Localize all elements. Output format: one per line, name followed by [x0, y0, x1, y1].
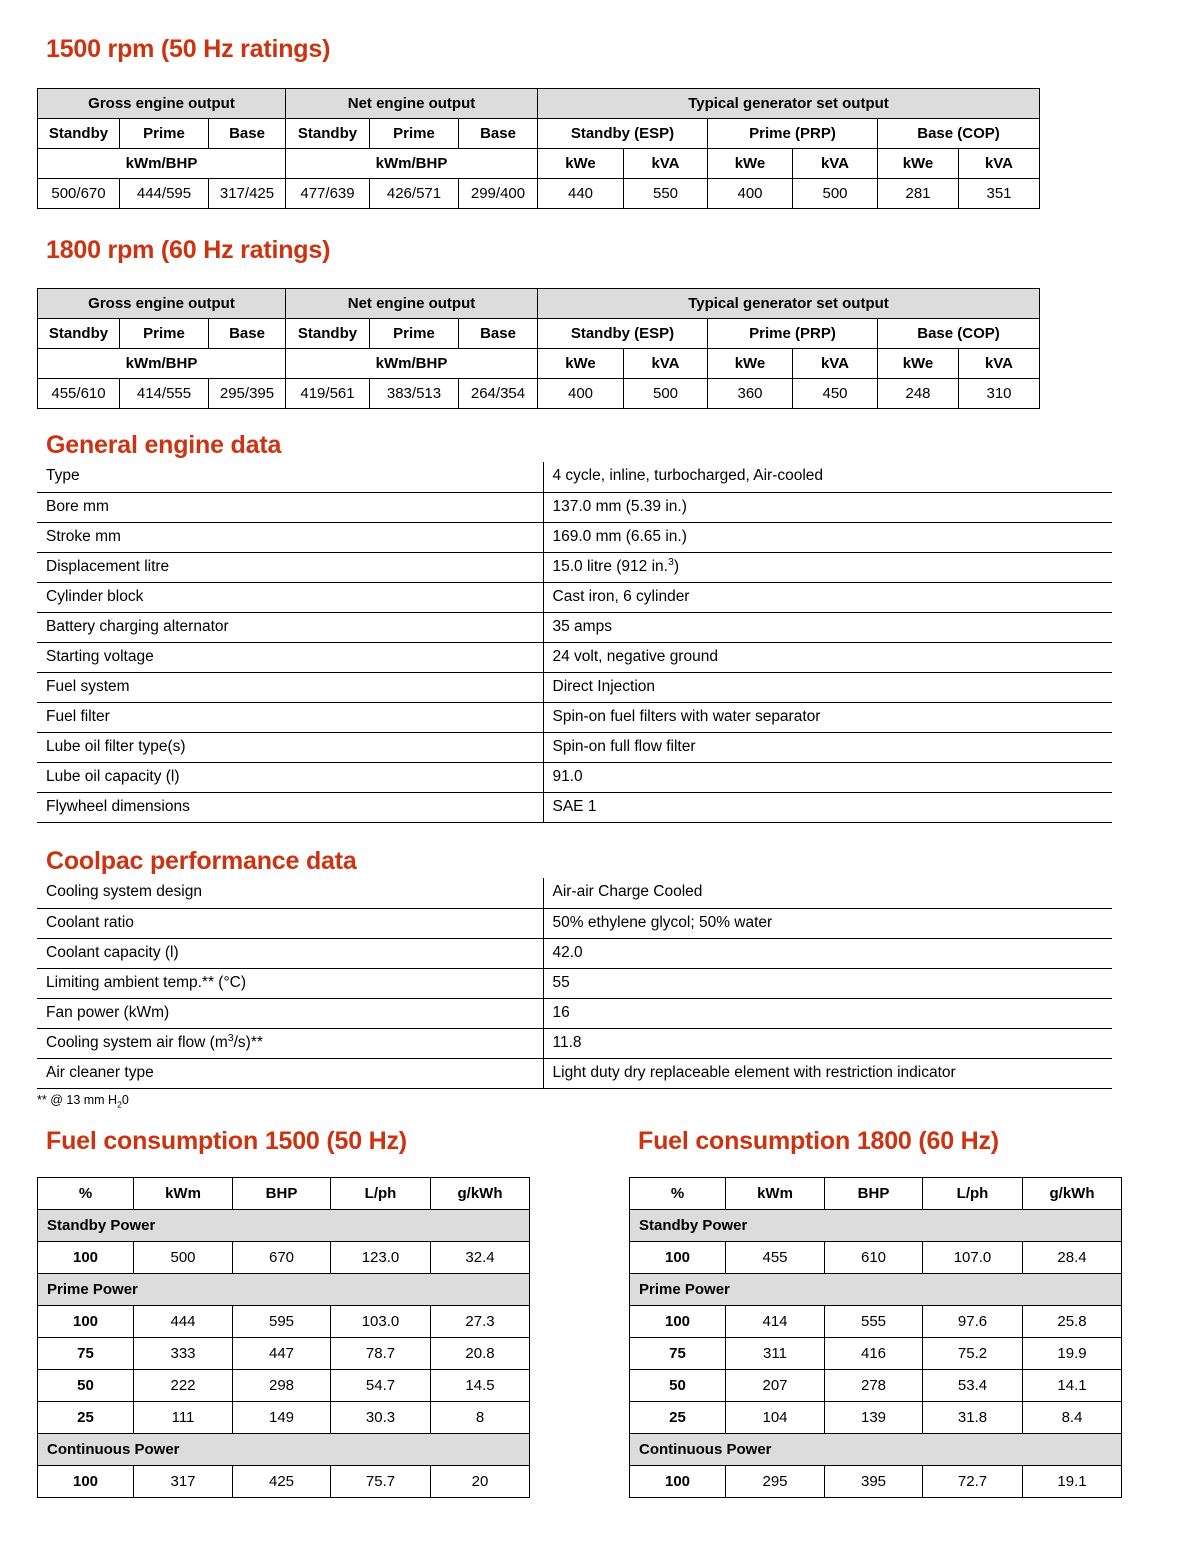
section-heading-1500rpm — [46, 36, 330, 64]
value-cell: 500 — [134, 1242, 233, 1274]
col-header: Standby (ESP) — [538, 119, 708, 149]
table-row — [37, 612, 1112, 642]
general-engine-data-table — [37, 462, 1112, 823]
col-header: Base — [459, 119, 538, 149]
value-cell: 555 — [825, 1306, 923, 1338]
spec-value: 16 — [543, 998, 1112, 1028]
value-cell: 27.3 — [431, 1306, 530, 1338]
pct-cell: 25 — [630, 1402, 726, 1434]
spec-value: 169.0 mm (6.65 in.) — [543, 522, 1112, 552]
col-header: L/ph — [923, 1178, 1023, 1210]
spec-value: 42.0 — [543, 938, 1112, 968]
spec-value: 50% ethylene glycol; 50% water — [543, 908, 1112, 938]
value-cell: 444/595 — [120, 179, 209, 209]
value-cell: 78.7 — [331, 1338, 431, 1370]
value-cell: 14.1 — [1023, 1370, 1122, 1402]
table-row — [38, 1306, 530, 1338]
group-header-net: Net engine output — [286, 289, 538, 319]
spec-key: Displacement litre — [37, 552, 543, 582]
value-cell: 670 — [233, 1242, 331, 1274]
coolpac-performance-table — [37, 878, 1112, 1089]
value-cell: 28.4 — [1023, 1242, 1122, 1274]
group-header-net: Net engine output — [286, 89, 538, 119]
heading-1800rpm-text: 1800 rpm (60 Hz ratings) — [46, 236, 331, 264]
col-header: Standby — [38, 119, 120, 149]
table-row — [37, 462, 1112, 492]
spec-key: Flywheel dimensions — [37, 792, 543, 822]
table-row — [38, 1242, 530, 1274]
pct-cell: 75 — [38, 1338, 134, 1370]
col-header: kWm — [134, 1178, 233, 1210]
col-header: g/kWh — [1023, 1178, 1122, 1210]
pct-cell: 50 — [38, 1370, 134, 1402]
pct-cell: 100 — [630, 1306, 726, 1338]
table-row — [630, 1210, 1122, 1242]
group-header-genset: Typical generator set output — [538, 289, 1040, 319]
section-heading-1800rpm — [46, 237, 330, 265]
table-row — [630, 1434, 1122, 1466]
table-row — [37, 878, 1112, 908]
fuel-consumption-table-1500 — [37, 1177, 530, 1498]
spec-key: Starting voltage — [37, 642, 543, 672]
section-heading-coolpac — [46, 848, 357, 876]
spec-key: Air cleaner type — [37, 1058, 543, 1088]
table-row — [37, 552, 1112, 582]
value-cell: 281 — [878, 179, 959, 209]
value-cell: 444 — [134, 1306, 233, 1338]
spec-value: 91.0 — [543, 762, 1112, 792]
value-cell: 455/610 — [38, 379, 120, 409]
unit-cell: kWe — [538, 149, 624, 179]
unit-cell: kWe — [708, 349, 793, 379]
band-standby-power: Standby Power — [38, 1210, 530, 1242]
value-cell: 310 — [959, 379, 1040, 409]
spec-key: Fuel filter — [37, 702, 543, 732]
table-row — [630, 1274, 1122, 1306]
section-heading-fuel-1500 — [46, 1128, 407, 1156]
value-cell: 32.4 — [431, 1242, 530, 1274]
value-cell: 414 — [726, 1306, 825, 1338]
value-cell: 550 — [624, 179, 708, 209]
table-row — [37, 672, 1112, 702]
spec-key: Fuel system — [37, 672, 543, 702]
value-cell: 31.8 — [923, 1402, 1023, 1434]
table-row — [37, 582, 1112, 612]
value-cell: 333 — [134, 1338, 233, 1370]
group-header-genset: Typical generator set output — [538, 89, 1040, 119]
col-header: Prime (PRP) — [708, 319, 878, 349]
table-row — [630, 1178, 1122, 1210]
col-header: Standby (ESP) — [538, 319, 708, 349]
table-row — [38, 1178, 530, 1210]
value-cell: 139 — [825, 1402, 923, 1434]
value-cell: 278 — [825, 1370, 923, 1402]
general-engine-data-wrapper — [37, 462, 1112, 823]
col-header: Standby — [286, 319, 370, 349]
spec-value-displacement: 15.0 litre (912 in.$^3$) — [543, 552, 1112, 582]
spec-value: Cast iron, 6 cylinder — [543, 582, 1112, 612]
value-cell: 75.2 — [923, 1338, 1023, 1370]
spec-value: Direct Injection — [543, 672, 1112, 702]
table-row — [37, 792, 1112, 822]
value-cell: 351 — [959, 179, 1040, 209]
section-heading-general-engine-data — [46, 432, 281, 460]
value-cell: 500/670 — [38, 179, 120, 209]
spec-value: SAE 1 — [543, 792, 1112, 822]
table-row — [37, 732, 1112, 762]
value-cell: 207 — [726, 1370, 825, 1402]
col-header: Base (COP) — [878, 119, 1040, 149]
value-cell: 111 — [134, 1402, 233, 1434]
value-cell: 72.7 — [923, 1466, 1023, 1498]
table-row — [630, 1402, 1122, 1434]
value-cell: 20.8 — [431, 1338, 530, 1370]
table-row — [38, 1370, 530, 1402]
spec-key: Cylinder block — [37, 582, 543, 612]
value-cell: 400 — [708, 179, 793, 209]
value-cell: 317 — [134, 1466, 233, 1498]
table-row — [37, 762, 1112, 792]
ratings-table-1500 — [37, 88, 1040, 209]
value-cell: 19.1 — [1023, 1466, 1122, 1498]
unit-cell: kVA — [793, 149, 878, 179]
group-header-gross: Gross engine output — [38, 289, 286, 319]
ratings-table-1500-wrapper — [37, 88, 1040, 209]
coolpac-footnote: ** @ 13 mm $H_20$ — [37, 1092, 129, 1109]
col-header: BHP — [825, 1178, 923, 1210]
table-row — [38, 1434, 530, 1466]
heading-fuel1800-text: Fuel consumption 1800 (60 Hz) — [638, 1127, 999, 1155]
fuel-consumption-table-1800 — [629, 1177, 1122, 1498]
spec-value: Spin-on fuel filters with water separator — [543, 702, 1112, 732]
value-cell: 264/354 — [459, 379, 538, 409]
table-row — [38, 349, 1040, 379]
spec-value: 137.0 mm (5.39 in.) — [543, 492, 1112, 522]
coolpac-data-wrapper — [37, 878, 1112, 1107]
spec-value: 55 — [543, 968, 1112, 998]
value-cell: 455 — [726, 1242, 825, 1274]
value-cell: 450 — [793, 379, 878, 409]
value-cell: 75.7 — [331, 1466, 431, 1498]
spec-value: Air-air Charge Cooled — [543, 878, 1112, 908]
pct-cell: 100 — [38, 1466, 134, 1498]
band-continuous-power: Continuous Power — [630, 1434, 1122, 1466]
pct-cell: 50 — [630, 1370, 726, 1402]
table-row — [38, 289, 1040, 319]
band-standby-power: Standby Power — [630, 1210, 1122, 1242]
table-row — [630, 1242, 1122, 1274]
table-row — [38, 379, 1040, 409]
value-cell: 103.0 — [331, 1306, 431, 1338]
heading-fuel1500-text: Fuel consumption 1500 (50 Hz) — [46, 1127, 407, 1155]
unit-cell: kWe — [878, 149, 959, 179]
fuel-table-1800-wrapper — [629, 1177, 1122, 1498]
spec-value: Light duty dry replaceable element with restriction indicator — [543, 1058, 1112, 1088]
value-cell: 54.7 — [331, 1370, 431, 1402]
value-cell: 8 — [431, 1402, 530, 1434]
unit-cell: kVA — [624, 349, 708, 379]
table-row — [37, 1028, 1112, 1058]
spec-key: Coolant ratio — [37, 908, 543, 938]
value-cell: 222 — [134, 1370, 233, 1402]
spec-key: Lube oil filter type(s) — [37, 732, 543, 762]
spec-key: Lube oil capacity (l) — [37, 762, 543, 792]
value-cell: 311 — [726, 1338, 825, 1370]
unit-cell: kWm/BHP — [38, 149, 286, 179]
value-cell: 419/561 — [286, 379, 370, 409]
spec-key: Cooling system design — [37, 878, 543, 908]
value-cell: 500 — [624, 379, 708, 409]
pct-cell: 100 — [630, 1242, 726, 1274]
spec-value: 24 volt, negative ground — [543, 642, 1112, 672]
value-cell: 19.9 — [1023, 1338, 1122, 1370]
pct-cell: 100 — [38, 1306, 134, 1338]
pct-cell: 25 — [38, 1402, 134, 1434]
unit-cell: kVA — [793, 349, 878, 379]
col-header: Standby — [38, 319, 120, 349]
table-row — [38, 319, 1040, 349]
table-row — [38, 179, 1040, 209]
value-cell: 248 — [878, 379, 959, 409]
table-row — [37, 492, 1112, 522]
value-cell: 107.0 — [923, 1242, 1023, 1274]
spec-value: 35 amps — [543, 612, 1112, 642]
table-row — [38, 149, 1040, 179]
section-heading-fuel-1800 — [638, 1128, 999, 1156]
col-header: Prime — [370, 319, 459, 349]
spec-value: Spin-on full flow filter — [543, 732, 1112, 762]
col-header: Base (COP) — [878, 319, 1040, 349]
pct-cell: 100 — [630, 1466, 726, 1498]
col-header: Standby — [286, 119, 370, 149]
value-cell: 440 — [538, 179, 624, 209]
col-header: Base — [209, 319, 286, 349]
band-prime-power: Prime Power — [630, 1274, 1122, 1306]
unit-cell: kVA — [959, 349, 1040, 379]
value-cell: 395 — [825, 1466, 923, 1498]
value-cell: 477/639 — [286, 179, 370, 209]
heading-general-text: General engine data — [46, 431, 282, 459]
spec-key: Type — [37, 462, 543, 492]
table-row — [38, 1338, 530, 1370]
table-row — [37, 968, 1112, 998]
unit-cell: kWe — [878, 349, 959, 379]
value-cell: 610 — [825, 1242, 923, 1274]
value-cell: 20 — [431, 1466, 530, 1498]
table-row — [37, 908, 1112, 938]
unit-cell: kWm/BHP — [38, 349, 286, 379]
fuel-table-1500-wrapper — [37, 1177, 530, 1498]
table-row — [630, 1466, 1122, 1498]
table-row — [38, 1210, 530, 1242]
spec-key-airflow: Cooling system air flow $(m^3/s)**$ — [37, 1028, 543, 1058]
spec-key: Fan power (kWm) — [37, 998, 543, 1028]
spec-key: Stroke mm — [37, 522, 543, 552]
value-cell: 426/571 — [370, 179, 459, 209]
table-row — [630, 1306, 1122, 1338]
value-cell: 295 — [726, 1466, 825, 1498]
value-cell: 123.0 — [331, 1242, 431, 1274]
col-header: L/ph — [331, 1178, 431, 1210]
spec-key: Coolant capacity (l) — [37, 938, 543, 968]
spec-key: Bore mm — [37, 492, 543, 522]
heading-coolpac-text: Coolpac performance data — [46, 847, 357, 875]
unit-cell: kWe — [538, 349, 624, 379]
spec-value: 11.8 — [543, 1028, 1112, 1058]
unit-cell: kWm/BHP — [286, 349, 538, 379]
col-header: g/kWh — [431, 1178, 530, 1210]
unit-cell: kVA — [959, 149, 1040, 179]
spec-key: Limiting ambient temp.** (°C) — [37, 968, 543, 998]
col-header: Prime (PRP) — [708, 119, 878, 149]
value-cell: 53.4 — [923, 1370, 1023, 1402]
table-row — [37, 1058, 1112, 1088]
col-header: Base — [209, 119, 286, 149]
col-header: Prime — [120, 319, 209, 349]
value-cell: 500 — [793, 179, 878, 209]
value-cell: 447 — [233, 1338, 331, 1370]
pct-cell: 75 — [630, 1338, 726, 1370]
table-row — [37, 702, 1112, 732]
value-cell: 25.8 — [1023, 1306, 1122, 1338]
value-cell: 416 — [825, 1338, 923, 1370]
value-cell: 383/513 — [370, 379, 459, 409]
spec-key: Battery charging alternator — [37, 612, 543, 642]
value-cell: 360 — [708, 379, 793, 409]
value-cell: 425 — [233, 1466, 331, 1498]
col-header: % — [38, 1178, 134, 1210]
unit-cell: kWm/BHP — [286, 149, 538, 179]
table-row — [630, 1370, 1122, 1402]
table-row — [630, 1338, 1122, 1370]
table-row — [37, 642, 1112, 672]
value-cell: 298 — [233, 1370, 331, 1402]
value-cell: 97.6 — [923, 1306, 1023, 1338]
value-cell: 14.5 — [431, 1370, 530, 1402]
col-header: kWm — [726, 1178, 825, 1210]
group-header-gross: Gross engine output — [38, 89, 286, 119]
table-row — [38, 1274, 530, 1306]
band-continuous-power: Continuous Power — [38, 1434, 530, 1466]
value-cell: 299/400 — [459, 179, 538, 209]
table-row — [38, 119, 1040, 149]
unit-cell: kVA — [624, 149, 708, 179]
table-row — [38, 1466, 530, 1498]
value-cell: 149 — [233, 1402, 331, 1434]
heading-1500rpm-text: 1500 rpm (50 Hz ratings) — [46, 35, 331, 63]
table-row — [37, 938, 1112, 968]
value-cell: 595 — [233, 1306, 331, 1338]
ratings-table-1800 — [37, 288, 1040, 409]
ratings-table-1800-wrapper — [37, 288, 1040, 409]
value-cell: 414/555 — [120, 379, 209, 409]
col-header: Base — [459, 319, 538, 349]
col-header: Prime — [120, 119, 209, 149]
pct-cell: 100 — [38, 1242, 134, 1274]
table-row — [38, 1402, 530, 1434]
spec-value: 4 cycle, inline, turbocharged, Air-cooled — [543, 462, 1112, 492]
col-header: Prime — [370, 119, 459, 149]
value-cell: 30.3 — [331, 1402, 431, 1434]
value-cell: 104 — [726, 1402, 825, 1434]
col-header: BHP — [233, 1178, 331, 1210]
value-cell: 295/395 — [209, 379, 286, 409]
value-cell: 317/425 — [209, 179, 286, 209]
value-cell: 8.4 — [1023, 1402, 1122, 1434]
unit-cell: kWe — [708, 149, 793, 179]
col-header: % — [630, 1178, 726, 1210]
value-cell: 400 — [538, 379, 624, 409]
table-row — [38, 89, 1040, 119]
table-row — [37, 998, 1112, 1028]
band-prime-power: Prime Power — [38, 1274, 530, 1306]
table-row — [37, 522, 1112, 552]
